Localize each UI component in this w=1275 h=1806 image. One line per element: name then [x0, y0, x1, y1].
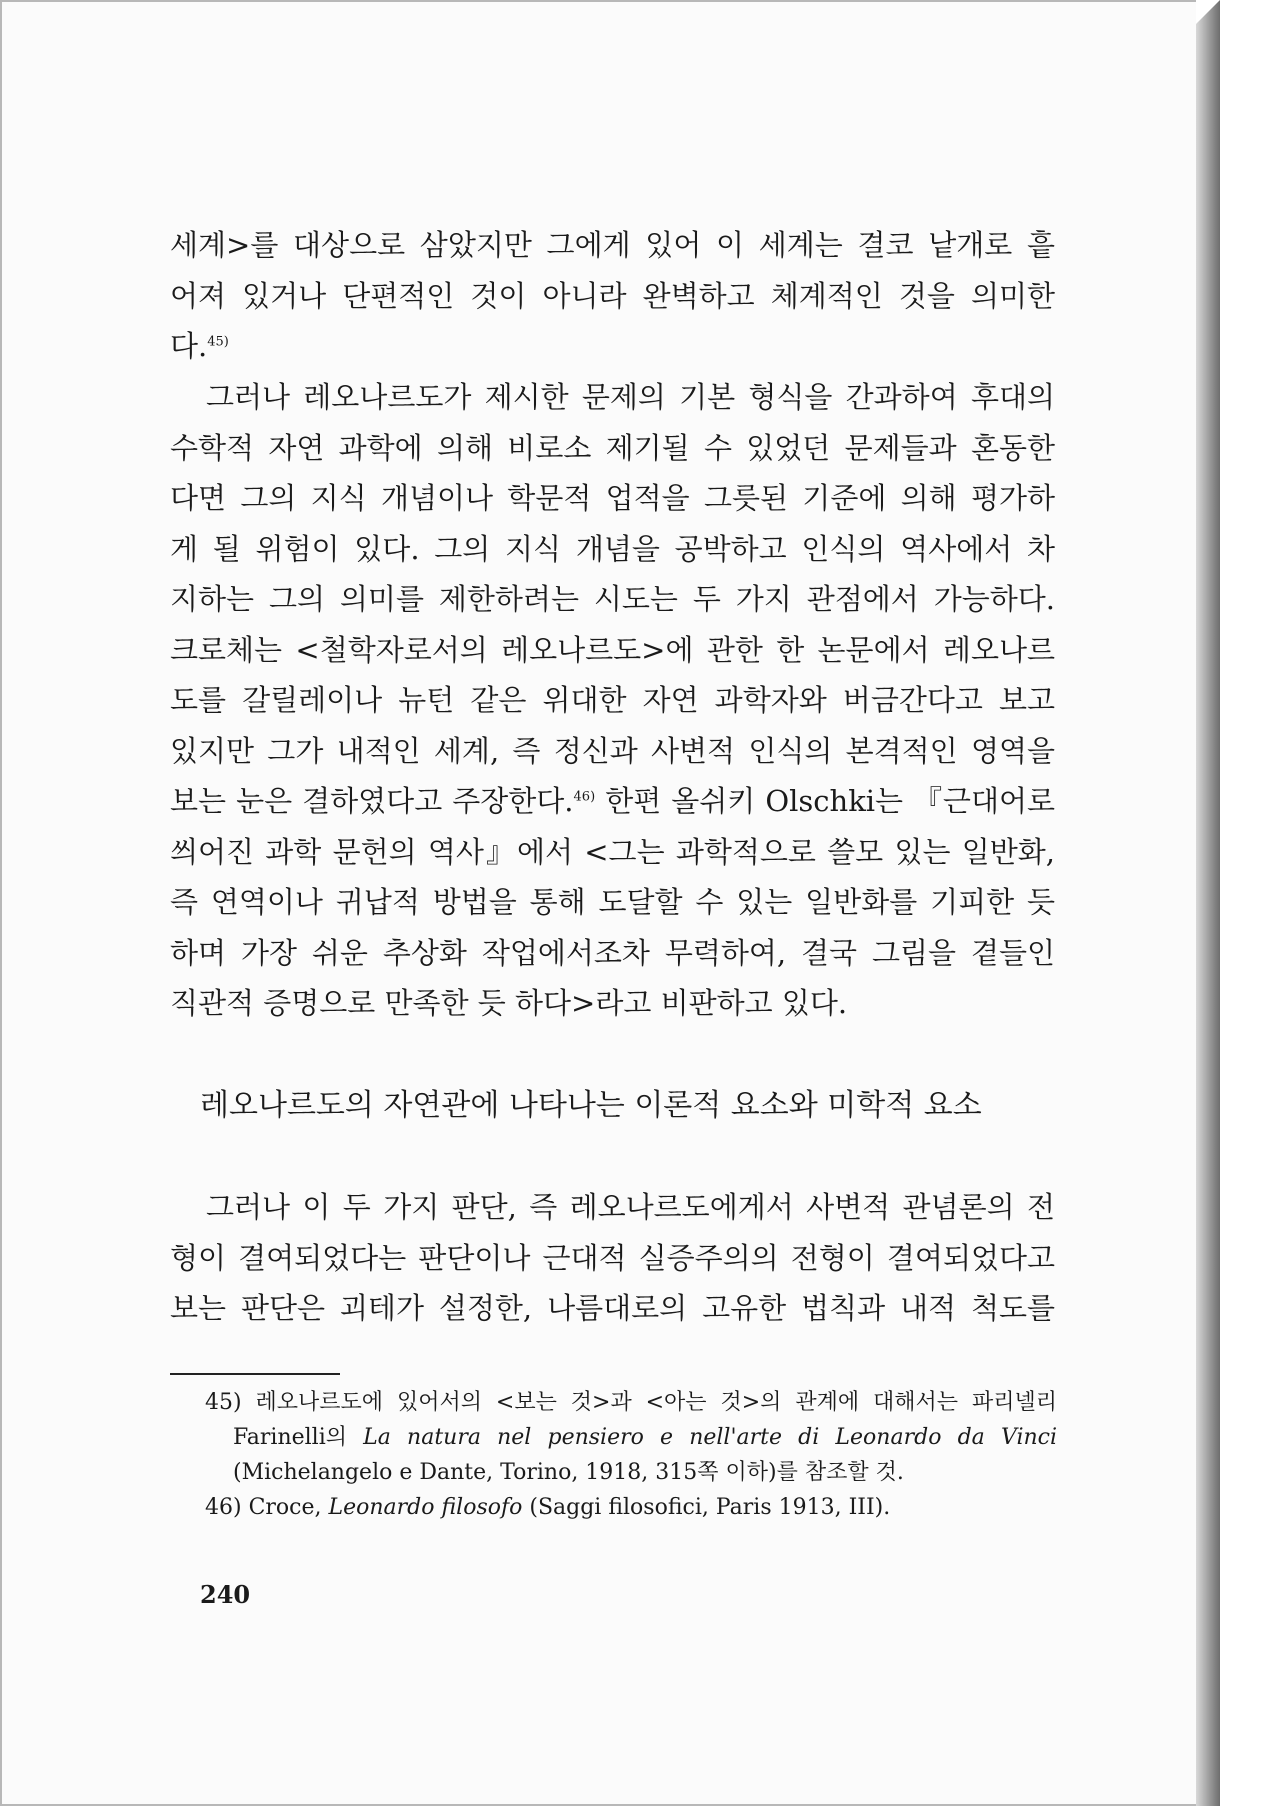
text-line	[170, 321, 1055, 372]
footnote-ref-45: 45)	[207, 334, 229, 350]
text-line: 세계>를 대상으로 삼았지만 그에게 있어 이 세계는 결코 낱개로 흩	[170, 228, 1055, 262]
cited-title: Leonardo filosofo	[328, 1495, 523, 1520]
page-edge-shadow	[1196, 0, 1220, 1806]
footnotes	[205, 1385, 1057, 1525]
text-line: 어져 있거나 단편적인 것이 아니라 완벽하고 체계적인 것을 의미한	[170, 278, 1055, 313]
text-line: 게 될 위험이 있다. 그의 지식 개념을 공박하고 인식의 역사에서 차	[170, 531, 1055, 566]
text-line: 지하는 그의 의미를 제한하려는 시도는 두 가지 관점에서 가능하다.	[170, 582, 1055, 616]
footnote-45-line	[205, 1455, 1057, 1490]
text-segment: (Michelangelo e Dante, Torino, 1918, 315쪽 이하)를 참조할 것.	[233, 1460, 904, 1485]
text-line: 수학적 자연 과학에 의해 비로소 제기될 수 있었던 문제들과 혼동한	[170, 430, 1055, 465]
text-line: 그러나 이 두 가지 판단, 즉 레오나르도에게서 사변적 관념론의 전	[206, 1190, 1055, 1224]
paragraph-3	[170, 1182, 1055, 1334]
text-segment: 다.	[170, 329, 208, 363]
text-line: 즉 연역이나 귀납적 방법을 통해 도달할 수 있는 일반화를 기피한 듯	[170, 885, 1055, 919]
text-line	[170, 776, 1055, 827]
footnote-45-line	[205, 1420, 1057, 1455]
footnote-45-line: 45) 레오나르도에 있어서의 <보는 것>과 <아는 것>의 관계에 대해서는 파리넬리	[205, 1390, 1057, 1415]
text-segment: 46) Croce,	[205, 1495, 329, 1520]
text-line: 씌어진 과학 문헌의 역사』에서 <그는 과학적으로 쓸모 있는 일반화,	[170, 834, 1055, 869]
text-line: 형이 결여되었다는 판단이나 근대적 실증주의의 전형이 결여되었다고	[170, 1240, 1055, 1275]
text-line: 도를 갈릴레이나 뉴턴 같은 위대한 자연 과학자와 버금간다고 보고	[170, 683, 1055, 717]
page-number: 240	[200, 1580, 251, 1609]
text-line: 그러나 레오나르도가 제시한 문제의 기본 형식을 간과하여 후대의	[206, 380, 1055, 414]
text-segment: Farinelli의	[233, 1425, 364, 1450]
paragraph-1	[170, 220, 1055, 372]
cited-title: La natura nel pensiero e nell'arte di Leonardo da Vinci	[363, 1425, 1058, 1450]
text-segment: 보는 눈은 결하였다고 주장한다.	[170, 784, 574, 818]
text-segment: 한편 올쉬키 Olschki는 『근대어로	[595, 784, 1055, 818]
text-line: 직관적 증명으로 만족한 듯 하다>라고 비판하고 있다.	[170, 986, 848, 1020]
footnote-46	[205, 1490, 1057, 1525]
paragraph-2	[170, 372, 1055, 1029]
text-line: 하며 가장 쉬운 추상화 작업에서조차 무력하여, 결국 그림을 곁들인	[170, 935, 1055, 970]
text-line: 있지만 그가 내적인 세계, 즉 정신과 사변적 인식의 본격적인 영역을	[170, 733, 1055, 768]
footnote-ref-46: 46)	[573, 789, 596, 805]
section-heading: 레오나르도의 자연관에 나타나는 이론적 요소와 미학적 요소	[200, 1088, 982, 1123]
text-line: 크로체는 <철학자로서의 레오나르도>에 관한 한 논문에서 레오나르	[170, 632, 1055, 667]
page-folded-corner	[1196, 0, 1220, 24]
footnote-divider	[170, 1373, 340, 1375]
text-line: 다면 그의 지식 개념이나 학문적 업적을 그릇된 기준에 의해 평가하	[170, 481, 1055, 515]
text-line: 보는 판단은 괴테가 설정한, 나름대로의 고유한 법칙과 내적 척도를	[170, 1291, 1055, 1325]
text-segment: (Saggi filosofici, Paris 1913, III).	[522, 1495, 891, 1520]
